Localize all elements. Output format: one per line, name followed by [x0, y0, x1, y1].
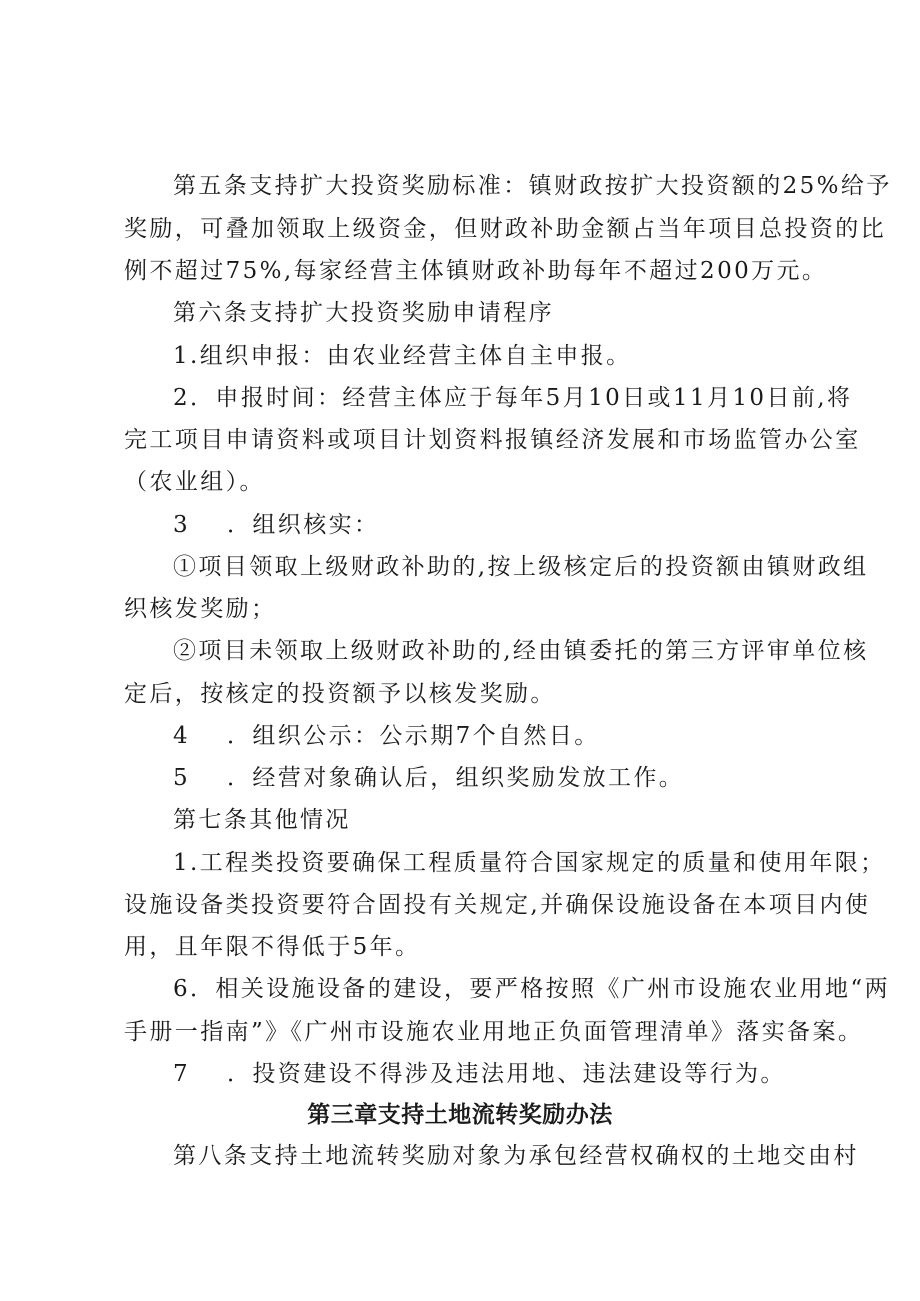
article7-item1-line1: 1.工程类投资要确保工程质量符合国家规定的质量和使用年限； — [173, 850, 886, 876]
article6-title: 第六条支持扩大投资奖励申请程序 — [173, 300, 554, 326]
item5-text: ．经营对象确认后，组织奖励发放工作。 — [227, 765, 685, 791]
article7-item7 — [173, 1059, 786, 1089]
article7-title: 第七条其他情况 — [173, 807, 351, 833]
article7-item6-line2: 手册一指南”》《广州市设施农业用地正负面管理清单》落实备案。 — [124, 1019, 864, 1045]
item4-text: ．组织公示：公示期7个自然日。 — [227, 723, 600, 749]
article6-item2-line2: 完工项目申请资料或项目计划资料报镇经济发展和市场监管办公室 — [124, 427, 861, 453]
item3-text: ．组织核实： — [227, 512, 380, 538]
article6-item3-sub1-line1: ①项目领取上级财政补助的,按上级核定后的投资额由镇财政组 — [173, 554, 869, 580]
item5-number: 5 — [173, 765, 191, 791]
article6-item3-sub2-line2: 定后，按核定的投资额予以核发奖励。 — [124, 681, 556, 707]
article6-item2-line3: （农业组）。 — [124, 469, 265, 495]
chapter3-heading: 第三章支持土地流转奖励办法 — [307, 1102, 613, 1128]
article7-item1-line2: 设施设备类投资要符合固投有关规定,并确保设施设备在本项目内使 — [124, 892, 871, 918]
article6-item5 — [173, 763, 684, 793]
article6-item3-sub2-line1: ②项目未领取上级财政补助的,经由镇委托的第三方评审单位核 — [173, 638, 869, 664]
item7-number: 7 — [173, 1061, 191, 1087]
article7-item1-line3: 用，且年限不得低于5年。 — [124, 934, 421, 960]
item3-number: 3 — [173, 512, 191, 538]
article5-line3: 例不超过75%,每家经营主体镇财政补助每年不超过200万元。 — [124, 258, 828, 284]
item7-text: ．投资建设不得涉及违法用地、违法建设等行为。 — [227, 1061, 786, 1087]
article5-line2: 奖励，可叠加领取上级资金，但财政补助金额占当年项目总投资的比 — [124, 216, 886, 242]
article6-item3-sub1-line2: 织核发奖励； — [124, 596, 277, 622]
article6-item1: 1.组织申报：由农业经营主体自主申报。 — [173, 343, 632, 369]
article6-item3 — [173, 510, 379, 540]
article5-line1: 第五条支持扩大投资奖励标准：镇财政按扩大投资额的25%给予 — [173, 173, 892, 199]
article7-item6-line1: 6．相关设施设备的建设，要严格按照《广州市设施农业用地“两 — [173, 976, 890, 1002]
item4-number: 4 — [173, 723, 191, 749]
article6-item2-line1: 2．申报时间：经营主体应于每年5月10日或11月10日前,将 — [173, 385, 853, 411]
article8-line1: 第八条支持土地流转奖励对象为承包经营权确权的土地交由村 — [173, 1143, 859, 1169]
article6-item4 — [173, 721, 600, 751]
